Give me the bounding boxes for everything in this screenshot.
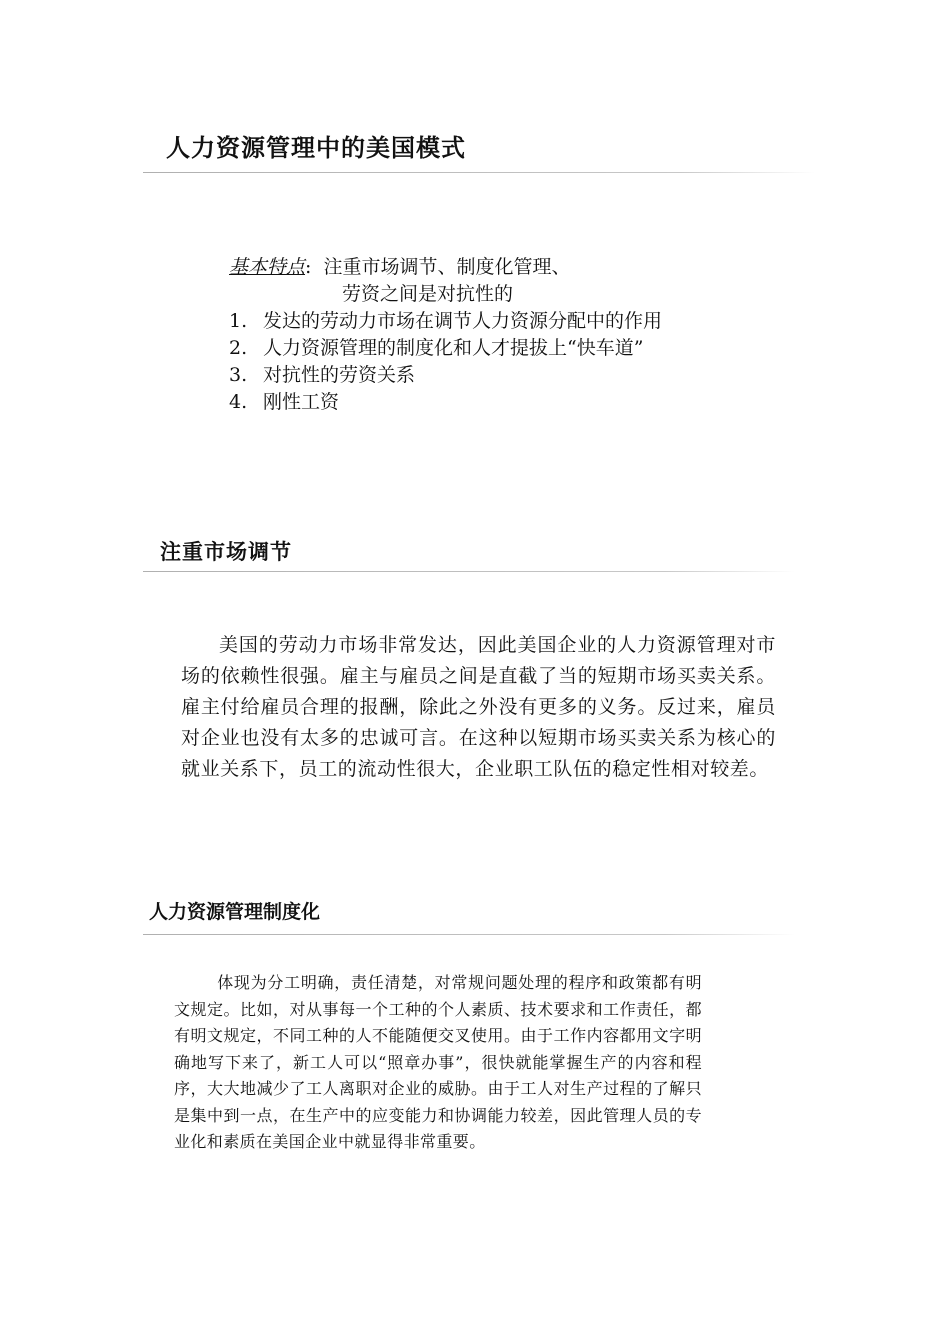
list-item-text: 对抗性的劳资关系 — [263, 364, 416, 386]
list-item-text: 刚性工资 — [263, 391, 340, 413]
list-item — [229, 389, 662, 416]
features-list — [229, 308, 662, 416]
features-text-line1: 注重市场调节、制度化管理、 — [323, 256, 571, 278]
features-line — [229, 254, 662, 281]
list-item-number: 4. — [229, 391, 248, 413]
list-item-text: 发达的劳动力市场在调节人力资源分配中的作用 — [263, 310, 663, 332]
section-divider — [143, 934, 795, 935]
market-paragraph: 美国的劳动力市场非常发达，因此美国企业的人力资源管理对市场的依赖性很强。雇主与雇员之间是直截了当的短期市场买卖关系。雇主付给雇员合理的报酬，除此之外没有更多的义务。反过来，雇员对企业也没有太多的忠诚可言。在这种以短期市场买卖关系为核心的就业关系下，员工的流动性很大，企业职工队伍的稳定性相对较差。 — [181, 634, 776, 780]
section-heading-institutionalization: 人力资源管理制度化 — [149, 901, 321, 923]
section-divider — [143, 571, 795, 572]
list-item-number: 3. — [229, 364, 248, 386]
basic-features-block — [229, 254, 662, 416]
list-item-number: 1. — [229, 310, 248, 332]
features-colon: : — [305, 256, 312, 278]
list-item — [229, 362, 662, 389]
features-text-line2: 劳资之间是对抗性的 — [342, 283, 514, 305]
list-item — [229, 308, 662, 335]
list-item-number: 2. — [229, 337, 248, 359]
page-title: 人力资源管理中的美国模式 — [166, 133, 466, 162]
list-item — [229, 335, 662, 362]
features-label: 基本特点 — [229, 256, 306, 278]
title-divider — [143, 172, 815, 173]
institutionalization-paragraph: 体现为分工明确，责任清楚，对常规问题处理的程序和政策都有明文规定。比如，对从事每一个工种的个人素质、技术要求和工作责任，都有明文规定，不同工种的人不能随便交叉使用。由于工作内容都用文字明确地写下来了，新工人可以“照章办事”，很快就能掌握生产的内容和程序，大大地减少了工人离职对企业的威胁。由于工人对生产过程的了解只是集中到一点，在生产中的应变能力和协调能力较差，因此管理人员的专业化和素质在美国企业中就显得非常重要。 — [174, 973, 702, 1151]
section-heading-market: 注重市场调节 — [160, 539, 292, 564]
list-item-text: 人力资源管理的制度化和人才提拔上“快车道” — [263, 337, 644, 359]
